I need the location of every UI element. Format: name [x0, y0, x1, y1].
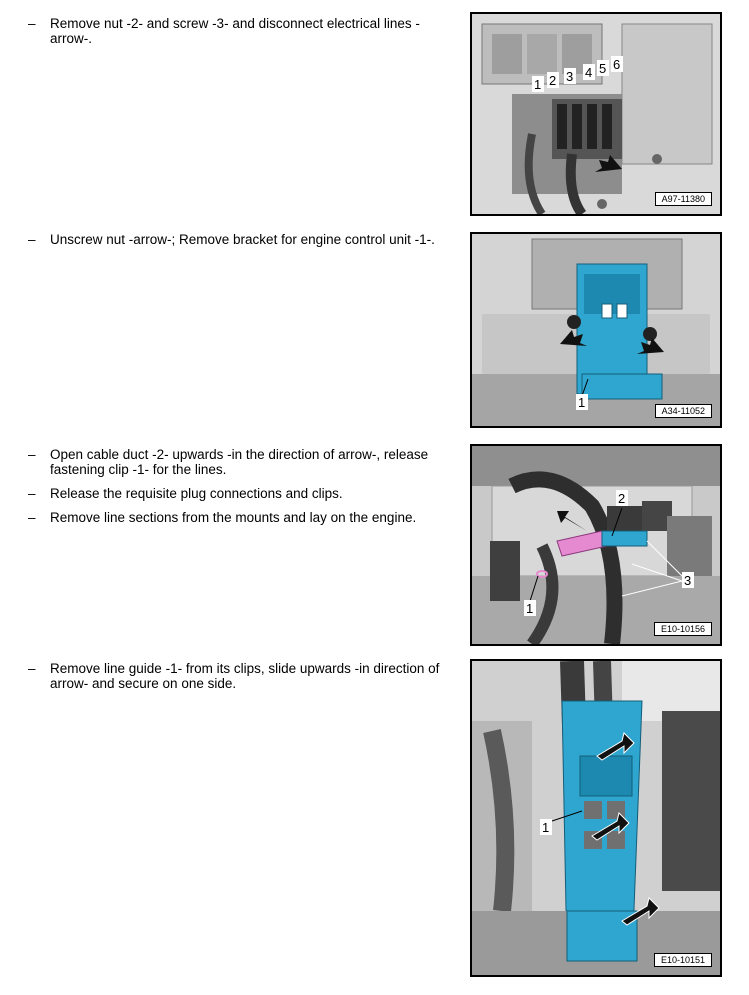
step-4	[28, 661, 448, 700]
callout-3: 3	[684, 573, 692, 588]
callout-2: 2	[549, 73, 557, 88]
step-3-line-3: – Remove line sections from the mounts and lay on the engine.	[28, 510, 448, 525]
callout-1: 1	[534, 77, 542, 92]
callout-3: 3	[566, 69, 574, 84]
figure-4	[470, 659, 722, 977]
callout-1: 1	[542, 820, 550, 835]
callout-1: 1	[526, 601, 534, 616]
figure-1-code: A97-11380	[655, 192, 712, 206]
step-1-line-1: – Remove nut -2- and screw -3- and disconnect electrical lines -arrow-.	[28, 16, 448, 46]
step-3-line-2: – Release the requisite plug connections and clips.	[28, 486, 448, 501]
figure-1-drawing	[472, 14, 720, 214]
figure-2-code: A34-11052	[655, 404, 712, 418]
step-2-line-1: – Unscrew nut -arrow-; Remove bracket for engine control unit -1-.	[28, 232, 448, 247]
figure-1	[470, 12, 722, 216]
figure-2	[470, 232, 722, 428]
step-4-line-1: – Remove line guide -1- from its clips, slide upwards -in direction of arrow- and secure on one side.	[28, 661, 448, 691]
figure-4-code: E10-10151	[654, 953, 712, 967]
figure-3-drawing	[472, 446, 720, 644]
figure-2-drawing	[472, 234, 720, 426]
step-3	[28, 447, 448, 534]
figure-4-drawing	[472, 661, 720, 975]
callout-5: 5	[599, 61, 607, 76]
callout-2: 2	[618, 491, 626, 506]
figure-3-code: E10-10156	[654, 622, 712, 636]
step-2	[28, 232, 448, 256]
figure-3	[470, 444, 722, 646]
step-1	[28, 16, 448, 55]
callout-6: 6	[613, 57, 621, 72]
step-3-line-1: – Open cable duct -2- upwards -in the direction of arrow-, release fastening clip -1- for the lines.	[28, 447, 448, 477]
callout-1: 1	[578, 395, 586, 410]
callout-4: 4	[585, 65, 593, 80]
